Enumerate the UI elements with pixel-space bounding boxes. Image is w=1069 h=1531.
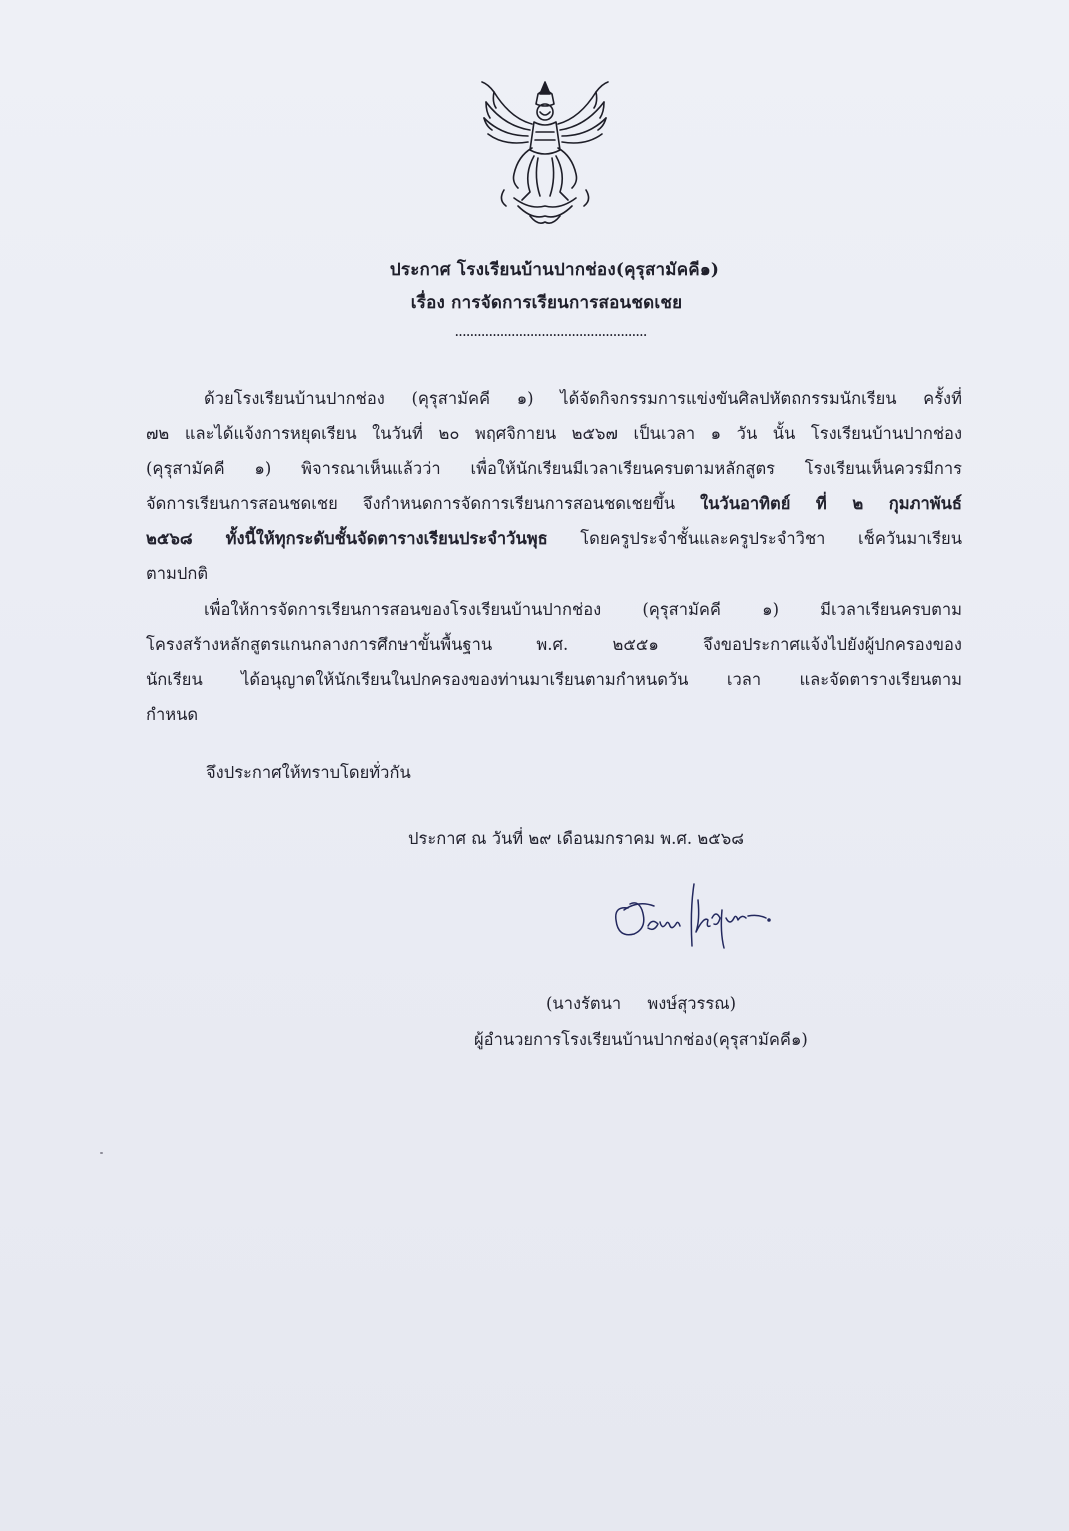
- paragraph-2: [146, 592, 962, 732]
- paragraph-line: [146, 521, 962, 556]
- signer-name: (นางรัตนา พงษ์สุวรรณ): [546, 994, 736, 1013]
- signature-icon: [608, 870, 774, 954]
- signer-position: ผู้อำนวยการโรงเรียนบ้านปากช่อง(คุรุสามัคคี๑): [474, 1030, 808, 1049]
- announcement-title: ประกาศ โรงเรียนบ้านปากช่อง(คุรุสามัคคี๑): [389, 260, 720, 280]
- paragraph-1: [146, 381, 962, 591]
- paragraph-line: [146, 486, 962, 521]
- title-separator: ...................................................: [454, 322, 647, 340]
- paragraph-line: กำหนด: [146, 705, 199, 724]
- paper-speck: [100, 1152, 103, 1154]
- closing-statement: จึงประกาศให้ทราบโดยทั่วกัน: [206, 763, 411, 782]
- paragraph-line: (คุรุสามัคคี ๑) พิจารณาเห็นแล้วว่า เพื่อให้นักเรียนมีเวลาเรียนครบตามหลักสูตร โรงเรียนเห็นควรมีการ: [146, 459, 962, 478]
- paragraph-line: เพื่อให้การจัดการเรียนการสอนของโรงเรียนบ้านปากช่อง (คุรุสามัคคี ๑) มีเวลาเรียนครบตาม: [204, 600, 962, 619]
- paragraph-bold-segment: ๒๕๖๘ ทั้งนี้ให้ทุกระดับชั้นจัดตารางเรียนประจำวันพุธ: [146, 529, 548, 548]
- paragraph-segment: จัดการเรียนการสอนชดเชย จึงกำหนดการจัดการเรียนการสอนชดเชยขึ้น: [146, 494, 676, 513]
- paragraph-segment: โดยครูประจำชั้นและครูประจำวิชา เช็ควันมาเรียน: [580, 529, 962, 548]
- announcement-date: ประกาศ ณ วันที่ ๒๙ เดือนมกราคม พ.ศ. ๒๕๖๘: [408, 829, 744, 848]
- paragraph-line: ด้วยโรงเรียนบ้านปากช่อง (คุรุสามัคคี ๑) ได้จัดกิจกรรมการแข่งขันศิลปหัตถกรรมนักเรียน ครั้งที่: [204, 389, 962, 408]
- garuda-emblem-icon: [474, 78, 616, 228]
- paragraph-bold-segment: ในวันอาทิตย์ ที่ ๒ กุมภาพันธ์: [700, 494, 962, 513]
- paragraph-line: ๗๒ และได้แจ้งการหยุดเรียน ในวันที่ ๒๐ พฤศจิกายน ๒๕๖๗ เป็นเวลา ๑ วัน นั้น โรงเรียนบ้านปากช่อง: [146, 424, 962, 443]
- paragraph-line: นักเรียน ได้อนุญาตให้นักเรียนในปกครองของท่านมาเรียนตามกำหนดวัน เวลา และจัดตารางเรียนตาม: [146, 670, 962, 689]
- paragraph-line: โครงสร้างหลักสูตรแกนกลางการศึกษาขั้นพื้นฐาน พ.ศ. ๒๕๕๑ จึงขอประกาศแจ้งไปยังผู้ปกครองของ: [146, 635, 962, 654]
- announcement-subject: เรื่อง การจัดการเรียนการสอนชดเชย: [410, 293, 683, 313]
- paragraph-line: ตามปกติ: [146, 564, 209, 583]
